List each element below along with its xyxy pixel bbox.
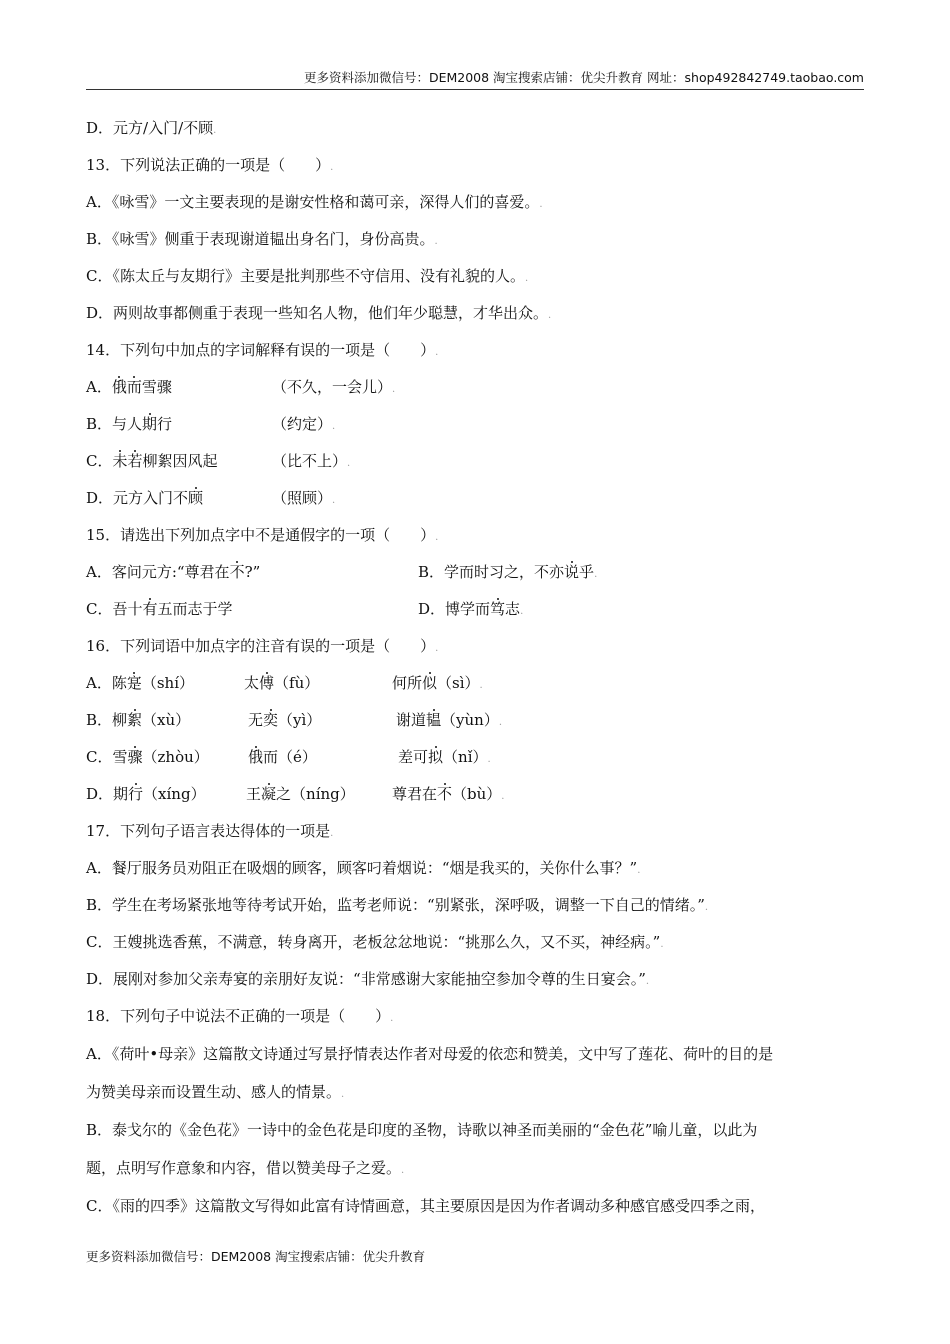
dotted-char: 俄: [248, 748, 264, 766]
dotted-char: 韫: [426, 711, 442, 729]
dotted-char: 俄: [111, 378, 127, 396]
q15-options-ab: A．客问元方:“尊君在不?” B．学而时习之，不亦说乎.: [86, 554, 864, 591]
gloss: （约定）: [272, 415, 333, 433]
dotted-char: 而: [126, 378, 142, 396]
question-13: 13．下列说法正确的一项是（ ）.: [86, 156, 334, 174]
q14-option-b: B．与人期行 （约定）.: [86, 415, 336, 433]
dotted-char: 期: [142, 415, 158, 433]
q18-option-a: A．《荷叶•母亲》这篇散文诗通过写景抒情表达作者对母爱的依恋和赞美，文中写了莲花、荷叶的目的是: [86, 1045, 774, 1063]
dotted-char: 不: [229, 563, 245, 581]
q13-option-a: A．《咏雪》一文主要表现的是谢安性格和蔼可亲，深得人们的喜爱。.: [86, 193, 543, 211]
q13-option-d: D．两则故事都侧重于表现一些知名人物，他们年少聪慧，才华出众。.: [86, 304, 552, 322]
dotted-char: 寔: [126, 674, 142, 692]
q16-option-b: B．柳絮（xù） 无奕（yì） 谢道韫（yùn）.: [86, 711, 503, 729]
dotted-char: 有: [142, 600, 158, 618]
question-14: 14．下列句中加点的字词解释有误的一项是（ ）.: [86, 341, 439, 359]
q16-option-c: C．雪骤（zhòu） 俄而（é） 差可拟（nǐ）.: [86, 748, 491, 766]
dotted-char: 笃: [490, 600, 506, 618]
q17-option-c: C．王嫂挑选香蕉，不满意，转身离开，老板忿忿地说：“挑那么久，又不买，神经病。”.: [86, 933, 664, 951]
q14-option-c: C．未若柳絮因风起 （比不上）.: [86, 452, 351, 470]
q18-option-b: B．泰戈尔的《金色花》一诗中的金色花是印度的圣物，诗歌以神圣而美丽的“金色花”喻儿童，以此为: [86, 1121, 758, 1139]
q15-option-a: A．客问元方:“尊君在不?”: [86, 563, 261, 581]
dotted-char: 行: [128, 785, 144, 803]
question-18: 18．下列句子中说法不正确的一项是（ ）.: [86, 1007, 394, 1025]
q15-option-c: C．吾十有五而志于学: [86, 600, 233, 618]
question-15: 15．请选出下列加点字中不是通假字的一项（ ）.: [86, 526, 439, 544]
dotted-char: 絮: [127, 711, 143, 729]
q18-option-c: C．《雨的四季》这篇散文写得如此富有诗情画意，其主要原因是因为作者调动多种感官感受四季之雨，: [86, 1197, 765, 1215]
dotted-char: 拟: [428, 748, 444, 766]
dotted-char: 似: [422, 674, 438, 692]
question-17: 17．下列句子语言表达得体的一项是.: [86, 822, 334, 840]
q16-option-d: D．期行（xíng） 王凝之（níng） 尊君在不（bù）.: [86, 785, 505, 803]
option-line: D．元方/入门/不顾.: [86, 119, 217, 137]
gloss: （比不上）: [272, 452, 348, 470]
q14-option-a: A．俄而雪骤 （不久，一会儿）.: [86, 378, 396, 396]
page-footer: 更多资料添加微信号：DEM2008 淘宝搜索店铺：优尖升教育: [86, 1249, 426, 1264]
q14-option-d: D．元方入门不顾 （照顾）.: [86, 489, 336, 507]
q13-option-b: B．《咏雪》侧重于表现谢道韫出身名门，身份高贵。.: [86, 230, 438, 248]
gloss: （照顾）: [272, 489, 333, 507]
q15-option-d: D．博学而笃志: [418, 600, 521, 618]
question-content: [86, 110, 864, 1225]
dotted-char: 奕: [263, 711, 279, 729]
q18-option-b-cont: 题，点明写作意象和内容，借以赞美母子之爱。.: [86, 1159, 405, 1177]
gloss: （不久，一会儿）: [272, 378, 393, 396]
dotted-char: 凝: [261, 785, 277, 803]
q18-option-a-cont: 为赞美母亲而设置生动、感人的情景。.: [86, 1083, 345, 1101]
dotted-char: 傅: [259, 674, 275, 692]
dotted-char: 未: [112, 452, 128, 470]
dotted-char: 骤: [127, 748, 143, 766]
q17-option-d: D．展刚对参加父亲寿宴的亲朋好友说：“非常感谢大家能抽空参加令尊的生日宴会。”.: [86, 970, 650, 988]
page-header: 更多资料添加微信号：DEM2008 淘宝搜索店铺：优尖升教育 网址：shop492842749.taobao.com: [86, 68, 864, 90]
dotted-char: 不: [437, 785, 453, 803]
q13-option-c: C．《陈太丘与友期行》主要是批判那些不守信用、没有礼貌的人。.: [86, 267, 529, 285]
q16-option-a: A．陈寔（shí） 太傅（fù） 何所似（sì）.: [86, 674, 483, 692]
q15-options-cd: C．吾十有五而志于学 D．博学而笃志.: [86, 591, 864, 628]
q17-option-a: A．餐厅服务员劝阻正在吸烟的顾客，顾客叼着烟说：“烟是我买的，关你什么事？”.: [86, 859, 641, 877]
dotted-char: 若: [127, 452, 143, 470]
dotted-char: 顾: [188, 489, 204, 507]
q17-option-b: B．学生在考场紧张地等待考试开始，监考老师说：“别紧张，深呼吸，调整一下自己的情绪。”.: [86, 896, 709, 914]
q15-option-b: B．学而时习之，不亦说乎: [418, 563, 595, 581]
question-16: 16．下列词语中加点字的注音有误的一项是（ ）.: [86, 637, 439, 655]
dotted-char: 说: [564, 563, 580, 581]
